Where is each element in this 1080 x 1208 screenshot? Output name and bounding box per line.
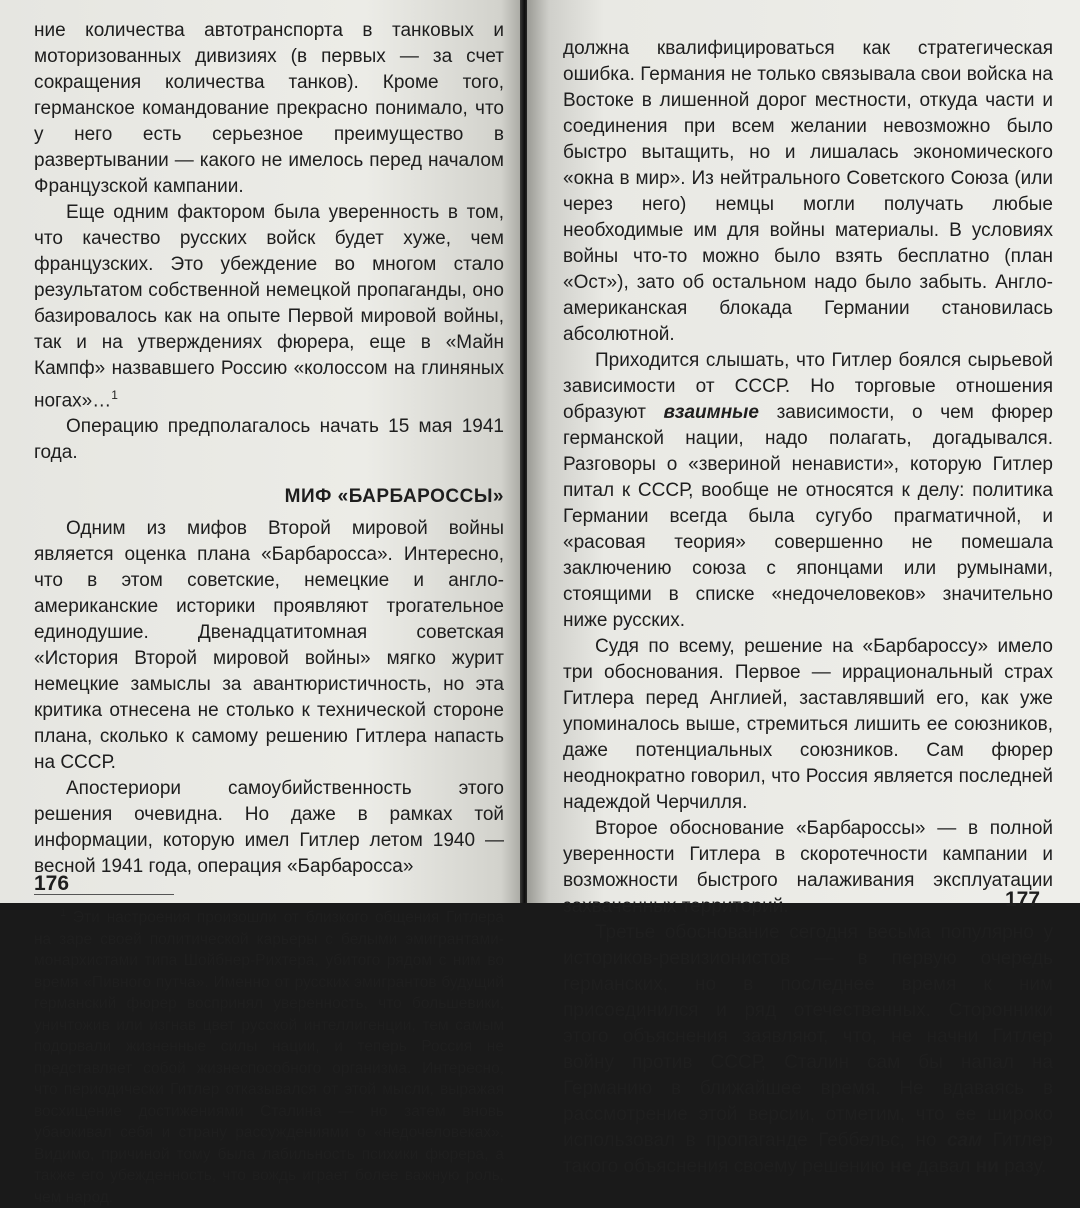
paragraph: Одним из мифов Второй мировой войны является оценка плана «Барбаросса». Интересно, что в этом советские, немецкие и англо-американские историки проявляют трогательное единодушие. Двенадцатитомная советская «История Второй мировой войны» мягко журит немецкие замыслы за авантюристичность, но эта критика отнесена не столько к технической стороне плана, сколько к самому решению Гитлера напасть на СССР. <box>34 518 504 774</box>
footnote <box>34 903 504 1208</box>
footnote-reference: 1 <box>111 388 118 402</box>
paragraph-text: Приходится слышать, что Гитлер боялся сырьевой зависимости от СССР. Но торговые отношения образуют <box>563 350 1053 423</box>
left-text-column <box>34 18 504 1208</box>
paragraph: Судя по всему, решение на «Барбароссу» имело три обоснования. Первое — иррациональный страх Гитлера перед Англией, заставлявший его, как уже упоминалось выше, стремиться лишить ее союзников, даже потенциальных союзников. Сам фюрер неоднократно говорил, что Россия является последней надеждой Черчилля. <box>563 636 1053 813</box>
section-heading: МИФ «БАРБАРОССЫ» <box>284 486 504 508</box>
paragraph-text: давал <box>911 1156 976 1177</box>
paragraph: ние количества автотранспорта в танковых и моторизованных дивизиях (в первых — за счет сокращения количества танков). Кроме того, германское командование прекрасно понимало, что у него есть серьезное преимущество в развертывании — какого не имелось перед началом Французской кампании. <box>34 20 504 197</box>
paragraph <box>563 348 1053 634</box>
paragraph: должна квалифицироваться как стратегическая ошибка. Германия не только связывала свои войска на Востоке в лишенной дорог местности, откуда части и соединения при всем желании невозможно было быстро вытащить, но и лишалась экономического «окна в мир». Из нейтрального Советского Союза (или через него) немцы могли получать любые необходимые им для войны материалы. В условиях войны что-то можно было взять бесплатно (план «Ост»), зато об остальном надо было забыть. Англо-американская блокада Германии становилась абсолютной. <box>563 38 1053 345</box>
footnote-text <box>34 903 504 1208</box>
paragraph-text: разу. <box>998 1156 1047 1177</box>
left-page <box>0 0 522 1206</box>
paragraph: Апостериори самоубийственность этого решения очевидна. Но даже в рамках той информации, которую имел Гитлер летом 1940 — весной 1941 года, операция «Барбаросса» <box>34 778 504 878</box>
right-page <box>527 0 1080 1177</box>
paragraph <box>563 920 1053 1180</box>
emphasis-text: сам <box>946 1130 983 1151</box>
page-number-right: 177 <box>1005 888 1041 911</box>
emphasis-text: взаимные <box>663 402 759 423</box>
footnote-body: Эти настроения произошли от близкого общения Гитлера на заре своей политической карьеры с белыми эмигрантами-монархистами типа Шойбнер-Рихтера, убитого рядом с ним во время «Пивного путча». Именно от русских эмигрантов будущий германский фюрер воспринял уверенность, что большевики, уничтожив или изгнав цвет русской интеллигенции, тем самым подорвали жизненные силы нации, и теперь Россия не представляет собой жизнеспособного организма. Интересно, что периодически Гитлер отказывался от этой мысли, выражая восхищение достижениями Сталина — но затем вновь убаюкивал себя и страну рассуждениями о «недочеловеках». Видимо, причиной тому была лабильность психики фюрера, а также его убежденность, что вождь играет более важную роль, чем народ. <box>34 909 504 1206</box>
paragraph <box>34 200 504 414</box>
paragraph-text: Еще одним фактором была уверенность в том, что качество русских войск будет хуже, чем французских. Это убеждение во многом стало результатом собственной немецкой пропаганды, оно базировалось как на опыте Первой мировой войны, так и на утверждениях фюрера, еще в «Майн Кампф» назвавшего Россию «колоссом на глиняных ногах»… <box>34 202 504 412</box>
paragraph-text: зависимости, о чем фюрер германской нации, надо полагать, догадывался. Разговоры о «звериной ненависти», которую Гитлер питал к СССР, вообще не относятся к делу: политика Германии всегда была сугубо прагматичной, и «расовая теория» совершенно не помешала заключению союза с японцами или румынами, стоящими в списке «недочеловеков» значительно ниже русских. <box>563 402 1053 631</box>
emphasis-text: не <box>889 1156 912 1177</box>
paragraph: Второе обоснование «Барбароссы» — в полной уверенности Гитлера в скоротечности кампании и возможности быстрого налаживания эксплуатации захваченных территорий. <box>563 818 1053 917</box>
paragraph-text: Гитлер такого объяснения своему решению <box>563 1130 1054 1177</box>
footnote-number: 1 <box>60 907 67 920</box>
paragraph: Операцию предполагалось начать 15 мая 1941 года. <box>34 416 504 464</box>
emphasis-text: ни <box>975 1156 999 1177</box>
right-text-column <box>563 36 1053 1180</box>
page-number-left: 176 <box>34 872 70 895</box>
paragraph-text: Третье обоснование сегодня весьма популярно у историков-ревизионистов — в первую очередь германских, но в последнее время к ним присоединился и ряд отечественных. Сторонники этого объяснения заявляют, что, не начни Гитлер войну против СССР, Сталин сам бы напал на Германию в ближайшее время. Не вдаваясь в рассмотрение этой версии, отметим, что ее широко использовал в пропаганде Геббельс, но <box>563 922 1053 1151</box>
